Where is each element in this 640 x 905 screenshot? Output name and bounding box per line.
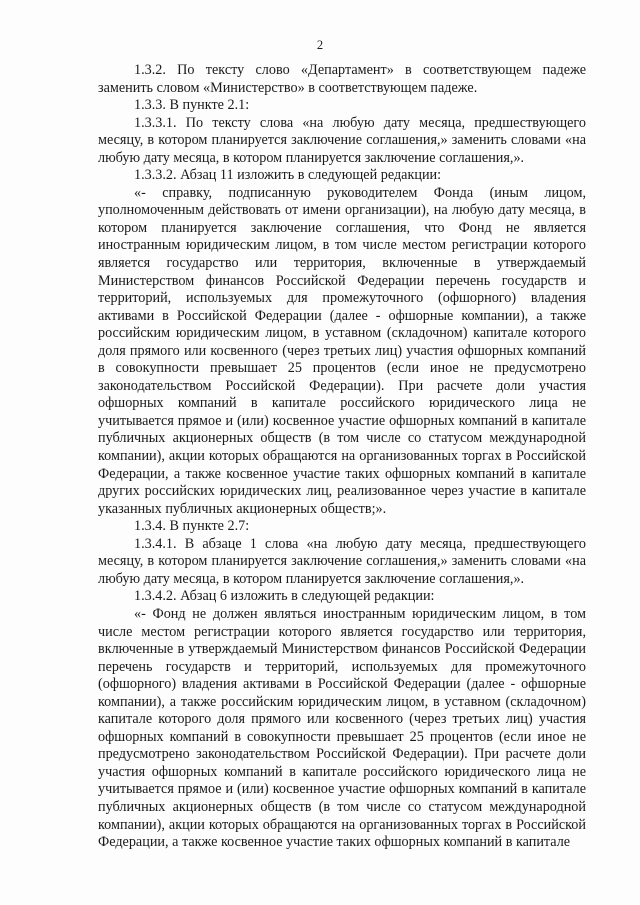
paragraph-1-3-3-1: 1.3.3.1. По тексту слова «на любую дату месяца, предшествующего месяцу, в котором планируется заключение соглашения,» заменить словами «на любую дату месяца, в котором планируется заключение соглашения,». xyxy=(98,114,586,166)
page-number: 2 xyxy=(316,38,324,52)
paragraph-1-3-3: 1.3.3. В пункте 2.1: xyxy=(134,97,250,114)
paragraph-quote-2: «- Фонд не должен являться иностранным юридическим лицом, в том числе местом регистрации которого является государство или территория, включенные в утверждаемый Министерством финансов Российской Федерации перечень государств и территорий, используемых для промежуточного (офшорного) владения активами в Российской Федерации (далее - офшорные компании), а также российским юридическим лицом, в уставном (складочном) капитале которого доля прямого или косвенного (через третьих лиц) участия офшорных компаний в совокупности превышает 25 процентов (если иное не предусмотрено законодательством Российской Федерации). При расчете доли участия офшорных компаний в капитале российского юридического лица не учитывается прямое и (или) косвенное участие офшорных компаний в капитале публичных акционерных обществ (в том числе со статусом международной компании), акции которых обращаются на организованных торгах в Российской Федерации, а также косвенное участие таких офшорных компаний в капитале xyxy=(98,605,586,851)
paragraph-1-3-3-2: 1.3.3.2. Абзац 11 изложить в следующей редакции: xyxy=(134,167,442,184)
paragraph-1-3-4-1: 1.3.4.1. В абзаце 1 слова «на любую дату месяца, предшествующего месяцу, в котором планируется заключение соглашения,» заменить словами «на любую дату месяца, в котором планируется заключение соглашения,». xyxy=(98,535,586,587)
paragraph-1-3-4-2: 1.3.4.2. Абзац 6 изложить в следующей редакции: xyxy=(134,588,435,605)
paragraph-1-3-2: 1.3.2. По тексту слово «Департамент» в соответствующем падеже заменить словом «Министерство» в соответствующем падеже. xyxy=(98,62,586,96)
paragraph-quote-1: «- справку, подписанную руководителем Фонда (иным лицом, уполномоченным действовать от имени организации), на любую дату месяца, в котором планируется заключение соглашения, что Фонд не является иностранным юридическим лицом, в том числе местом регистрации которого является государство или территория, включенные в утверждаемый Министерством финансов Российской Федерации перечень государств и территорий, используемых для промежуточного (офшорного) владения активами в Российской Федерации (далее - офшорные компании), а также российским юридическим лицом, в уставном (складочном) капитале которого доля прямого или косвенного (через третьих лиц) участия офшорных компаний в совокупности превышает 25 процентов (если иное не предусмотрено законодательством Российской Федерации). При расчете доли участия офшорных компаний в капитале российского юридического лица не учитывается прямое и (или) косвенное участие офшорных компаний в капитале публичных акционерных обществ (в том числе со статусом международной компании), акции которых обращаются на организованных торгах в Российской Федерации, а также косвенное участие таких офшорных компаний в капитале других российских юридических лиц, реализованное через участие в капитале указанных публичных акционерных обществ;». xyxy=(98,184,586,517)
document-body xyxy=(98,62,586,852)
paragraph-1-3-4: 1.3.4. В пункте 2.7: xyxy=(134,518,250,535)
